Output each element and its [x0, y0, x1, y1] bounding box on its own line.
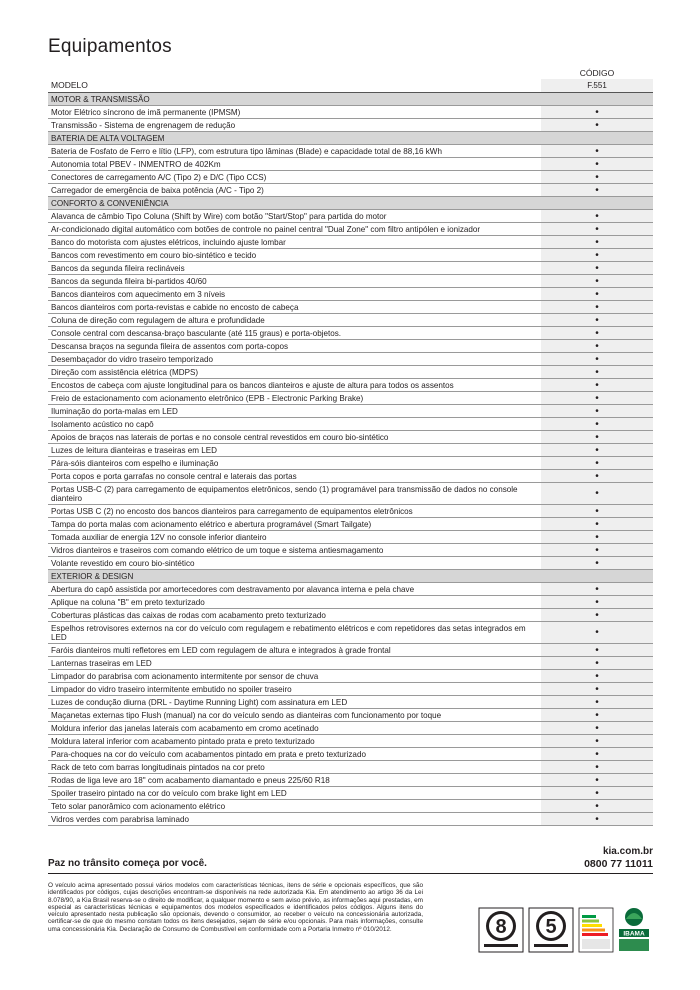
section-value-cell [541, 132, 653, 145]
availability-dot: • [541, 327, 653, 340]
availability-dot: • [541, 340, 653, 353]
table-row [48, 340, 653, 353]
table-row [48, 483, 653, 505]
equipment-label: Coluna de direção com regulagem de altura e profundidade [48, 314, 541, 327]
availability-dot: • [541, 470, 653, 483]
equipment-label: Coberturas plásticas das caixas de rodas com acabamento preto texturizado [48, 609, 541, 622]
table-row [48, 774, 653, 787]
table-row [48, 470, 653, 483]
equipment-label: Para-choques na cor do veículo com acabamentos pintado em prata e preto texturizado [48, 748, 541, 761]
availability-dot: • [541, 184, 653, 197]
section-title: CONFORTO & CONVENIÊNCIA [48, 197, 541, 210]
equipment-label: Teto solar panorâmico com acionamento elétrico [48, 800, 541, 813]
availability-dot: • [541, 379, 653, 392]
availability-dot: • [541, 457, 653, 470]
table-row [48, 405, 653, 418]
section-value-cell [541, 93, 653, 106]
website-link[interactable]: kia.com.br [602, 846, 653, 857]
availability-dot: • [541, 366, 653, 379]
availability-dot: • [541, 644, 653, 657]
equipment-label: Bancos dianteiros com porta-revistas e cabide no encosto de cabeça [48, 301, 541, 314]
equipment-label: Portas USB C (2) no encosto dos bancos dianteiros para carregamento de equipamentos eletrônicos [48, 505, 541, 518]
equipment-label: Limpador do vidro traseiro intermitente embutido no spoiler traseiro [48, 683, 541, 696]
warranty-8-number: 8 [495, 916, 507, 938]
table-row [48, 683, 653, 696]
equipment-label: Autonomia total PBEV - INMENTRO de 402Km [48, 158, 541, 171]
equipment-label: Abertura do capô assistida por amortecedores com destravamento por alavanca interna e pela chave [48, 583, 541, 596]
availability-dot: • [541, 609, 653, 622]
table-row [48, 249, 653, 262]
equipment-label: Motor Elétrico síncrono de imã permanente (IPMSM) [48, 106, 541, 119]
equipment-label: Console central com descansa-braço basculante (até 115 graus) e porta-objetos. [48, 327, 541, 340]
availability-dot: • [541, 748, 653, 761]
equipment-label: Spoiler traseiro pintado na cor do veículo com brake light em LED [48, 787, 541, 800]
availability-dot: • [541, 505, 653, 518]
equipment-label: Descansa braços na segunda fileira de assentos com porta-copos [48, 340, 541, 353]
ibama-label: IBAMA [623, 930, 645, 938]
availability-dot: • [541, 314, 653, 327]
equipment-label: Luzes de condução diurna (DRL - Daytime Running Light) com assinatura em LED [48, 696, 541, 709]
table-row [48, 210, 653, 223]
equipment-label: Luzes de leitura dianteiras e traseiras em LED [48, 444, 541, 457]
availability-dot: • [541, 275, 653, 288]
availability-dot: • [541, 709, 653, 722]
availability-dot: • [541, 622, 653, 644]
equipment-label: Ar-condicionado digital automático com botões de controle no painel central "Dual Zone" com filtro antipólen e ionizador [48, 223, 541, 236]
availability-dot: • [541, 301, 653, 314]
availability-dot: • [541, 583, 653, 596]
availability-dot: • [541, 223, 653, 236]
equipment-label: Transmissão - Sistema de engrenagem de redução [48, 119, 541, 132]
table-row [48, 314, 653, 327]
table-row [48, 431, 653, 444]
table-row [48, 644, 653, 657]
equipment-label: Iluminação do porta-malas em LED [48, 405, 541, 418]
availability-dot: • [541, 249, 653, 262]
equipment-label: Desembaçador do vidro traseiro temporizado [48, 353, 541, 366]
equipment-label: Lanternas traseiras em LED [48, 657, 541, 670]
availability-dot: • [541, 596, 653, 609]
availability-dot: • [541, 405, 653, 418]
section-title: MOTOR & TRANSMISSÃO [48, 93, 541, 106]
availability-dot: • [541, 518, 653, 531]
section-header [48, 197, 653, 210]
code-column-header: CÓDIGO [579, 68, 615, 78]
availability-dot: • [541, 813, 653, 826]
section-header [48, 93, 653, 106]
equipment-label: Rack de teto com barras longitudinais pintados na cor preto [48, 761, 541, 774]
availability-dot: • [541, 722, 653, 735]
section-header [48, 570, 653, 583]
section-title: BATERIA DE ALTA VOLTAGEM [48, 132, 541, 145]
table-row [48, 531, 653, 544]
equipment-label: Aplique na coluna "B" em preto texturizado [48, 596, 541, 609]
section-title: EXTERIOR & DESIGN [48, 570, 541, 583]
page-title: Equipamentos [48, 36, 172, 57]
availability-dot: • [541, 236, 653, 249]
availability-dot: • [541, 210, 653, 223]
table-row [48, 392, 653, 405]
legal-disclaimer: O veículo acima apresentado possui vários modelos com características técnicas, itens de série e opcionais específicos, que são identificados por códigos, cujas descrições encontram-se disponíveis na rede autorizada Kia. Em atendimento ao artigo 36 da Lei 8.078/90, a Kia Brasil reserva-se o direito de modificar, a qualquer momento e sem aviso prévio, as informações aqui prestadas, em especial as características técnicas e equipamentos dos modelos especificados e identificados pelos códigos. Alguns itens do veículo apresentado nesta publicação são opcionais, devendo o consumidor, ao receber o veículo na concessionária autorizada, certificar-se de que do mesmo constam todos os itens desejados, sejam de série e/ou opcionais. Para mais informações, consulte uma concessionária Kia. Declaração de Consumo de Combustível em conformidade com a Portaria Inmetro nº 010/2012. [48, 882, 423, 933]
availability-dot: • [541, 787, 653, 800]
table-row [48, 366, 653, 379]
table-row [48, 544, 653, 557]
availability-dot: • [541, 800, 653, 813]
model-row [48, 79, 653, 93]
equipment-label: Apoios de braços nas laterais de portas e no console central revestidos em couro bio-sintético [48, 431, 541, 444]
table-row [48, 609, 653, 622]
warranty-5-years-badge [528, 907, 574, 953]
equipment-label: Tomada auxiliar de energia 12V no console inferior dianteiro [48, 531, 541, 544]
table-row [48, 787, 653, 800]
availability-dot: • [541, 531, 653, 544]
table-row [48, 158, 653, 171]
equipment-label: Moldura lateral inferior com acabamento pintado prata e preto texturizado [48, 735, 541, 748]
table-row [48, 670, 653, 683]
equipment-label: Alavanca de câmbio Tipo Coluna (Shift by Wire) com botão "Start/Stop" para partida do motor [48, 210, 541, 223]
table-row [48, 735, 653, 748]
table-row [48, 275, 653, 288]
equipment-label: Pára-sóis dianteiros com espelho e iluminação [48, 457, 541, 470]
equipment-label: Rodas de liga leve aro 18" com acabamento diamantado e pneus 225/60 R18 [48, 774, 541, 787]
availability-dot: • [541, 106, 653, 119]
table-row [48, 709, 653, 722]
equipment-label: Encostos de cabeça com ajuste longitudinal para os bancos dianteiros e ajuste de altura para todos os assentos [48, 379, 541, 392]
equipment-table [48, 79, 653, 826]
table-row [48, 722, 653, 735]
table-row [48, 353, 653, 366]
table-row [48, 119, 653, 132]
table-row [48, 236, 653, 249]
model-code: F.551 [541, 79, 653, 93]
equipment-label: Carregador de emergência de baixa potência (A/C - Tipo 2) [48, 184, 541, 197]
table-row [48, 457, 653, 470]
warranty-5-number: 5 [545, 916, 557, 938]
section-value-cell [541, 570, 653, 583]
availability-dot: • [541, 392, 653, 405]
availability-dot: • [541, 353, 653, 366]
table-row [48, 557, 653, 570]
model-label: MODELO [48, 79, 541, 93]
availability-dot: • [541, 483, 653, 505]
slogan: Paz no trânsito começa por você. [48, 858, 207, 869]
equipment-label: Direção com assistência elétrica (MDPS) [48, 366, 541, 379]
equipment-label: Limpador do parabrisa com acionamento intermitente por sensor de chuva [48, 670, 541, 683]
availability-dot: • [541, 158, 653, 171]
table-row [48, 518, 653, 531]
equipment-table-body [48, 79, 653, 826]
availability-dot: • [541, 418, 653, 431]
table-row [48, 696, 653, 709]
equipment-label: Bancos da segunda fileira bi-partidos 40/60 [48, 275, 541, 288]
availability-dot: • [541, 544, 653, 557]
equipment-label: Bancos com revestimento em couro bio-sintético e tecido [48, 249, 541, 262]
equipment-label: Faróis dianteiros multi refletores em LED com regulagem de altura e integrados à grade frontal [48, 644, 541, 657]
availability-dot: • [541, 145, 653, 158]
availability-dot: • [541, 735, 653, 748]
table-row [48, 145, 653, 158]
availability-dot: • [541, 557, 653, 570]
availability-dot: • [541, 683, 653, 696]
equipment-label: Bancos dianteiros com aquecimento em 3 níveis [48, 288, 541, 301]
ibama-logo-icon [616, 905, 652, 955]
footer-divider [48, 873, 653, 874]
table-row [48, 288, 653, 301]
equipment-label: Espelhos retrovisores externos na cor do veículo com regulagem e rebatimento elétricos e com repetidores das setas integrados em LED [48, 622, 541, 644]
table-row [48, 583, 653, 596]
table-row [48, 444, 653, 457]
section-header [48, 132, 653, 145]
equipment-label: Isolamento acústico no capô [48, 418, 541, 431]
availability-dot: • [541, 444, 653, 457]
equipment-label: Bancos da segunda fileira reclináveis [48, 262, 541, 275]
table-row [48, 596, 653, 609]
equipment-label: Vidros verdes com parabrisa laminado [48, 813, 541, 826]
availability-dot: • [541, 171, 653, 184]
table-row [48, 262, 653, 275]
availability-dot: • [541, 761, 653, 774]
table-row [48, 301, 653, 314]
availability-dot: • [541, 431, 653, 444]
table-row [48, 171, 653, 184]
availability-dot: • [541, 262, 653, 275]
table-row [48, 223, 653, 236]
equipment-label: Maçanetas externas tipo Flush (manual) na cor do veículo sendo as dianteiras com funcionamento por toque [48, 709, 541, 722]
table-row [48, 800, 653, 813]
availability-dot: • [541, 670, 653, 683]
equipment-label: Tampa do porta malas com acionamento elétrico e abertura programável (Smart Tailgate) [48, 518, 541, 531]
equipment-label: Vidros dianteiros e traseiros com comando elétrico de um toque e sistema antiesmagamento [48, 544, 541, 557]
equipment-label: Freio de estacionamento com acionamento eletrônico (EPB - Electronic Parking Brake) [48, 392, 541, 405]
equipment-label: Volante revestido em couro bio-sintético [48, 557, 541, 570]
equipment-label: Portas USB-C (2) para carregamento de equipamentos eletrônicos, sendo (1) programável para transmissão de dados no console dianteiro [48, 483, 541, 505]
table-row [48, 622, 653, 644]
availability-dot: • [541, 774, 653, 787]
table-row [48, 505, 653, 518]
table-row [48, 761, 653, 774]
table-row [48, 379, 653, 392]
availability-dot: • [541, 119, 653, 132]
section-value-cell [541, 197, 653, 210]
table-row [48, 184, 653, 197]
table-row [48, 106, 653, 119]
equipment-label: Conectores de carregamento A/C (Tipo 2) e D/C (Tipo CCS) [48, 171, 541, 184]
warranty-8-years-badge [478, 907, 524, 953]
availability-dot: • [541, 288, 653, 301]
energy-efficiency-label-icon [578, 907, 614, 953]
table-row [48, 418, 653, 431]
equipment-label: Banco do motorista com ajustes elétricos, incluindo ajuste lombar [48, 236, 541, 249]
availability-dot: • [541, 696, 653, 709]
availability-dot: • [541, 657, 653, 670]
equipment-label: Bateria de Fosfato de Ferro e lítio (LFP), com estrutura tipo lâminas (Blade) e capacidade total de 88,16 kWh [48, 145, 541, 158]
phone-number: 0800 77 11011 [584, 858, 653, 870]
table-row [48, 748, 653, 761]
equipment-label: Moldura inferior das janelas laterais com acabamento em cromo acetinado [48, 722, 541, 735]
table-row [48, 657, 653, 670]
table-row [48, 813, 653, 826]
table-row [48, 327, 653, 340]
equipment-label: Porta copos e porta garrafas no console central e laterais das portas [48, 470, 541, 483]
